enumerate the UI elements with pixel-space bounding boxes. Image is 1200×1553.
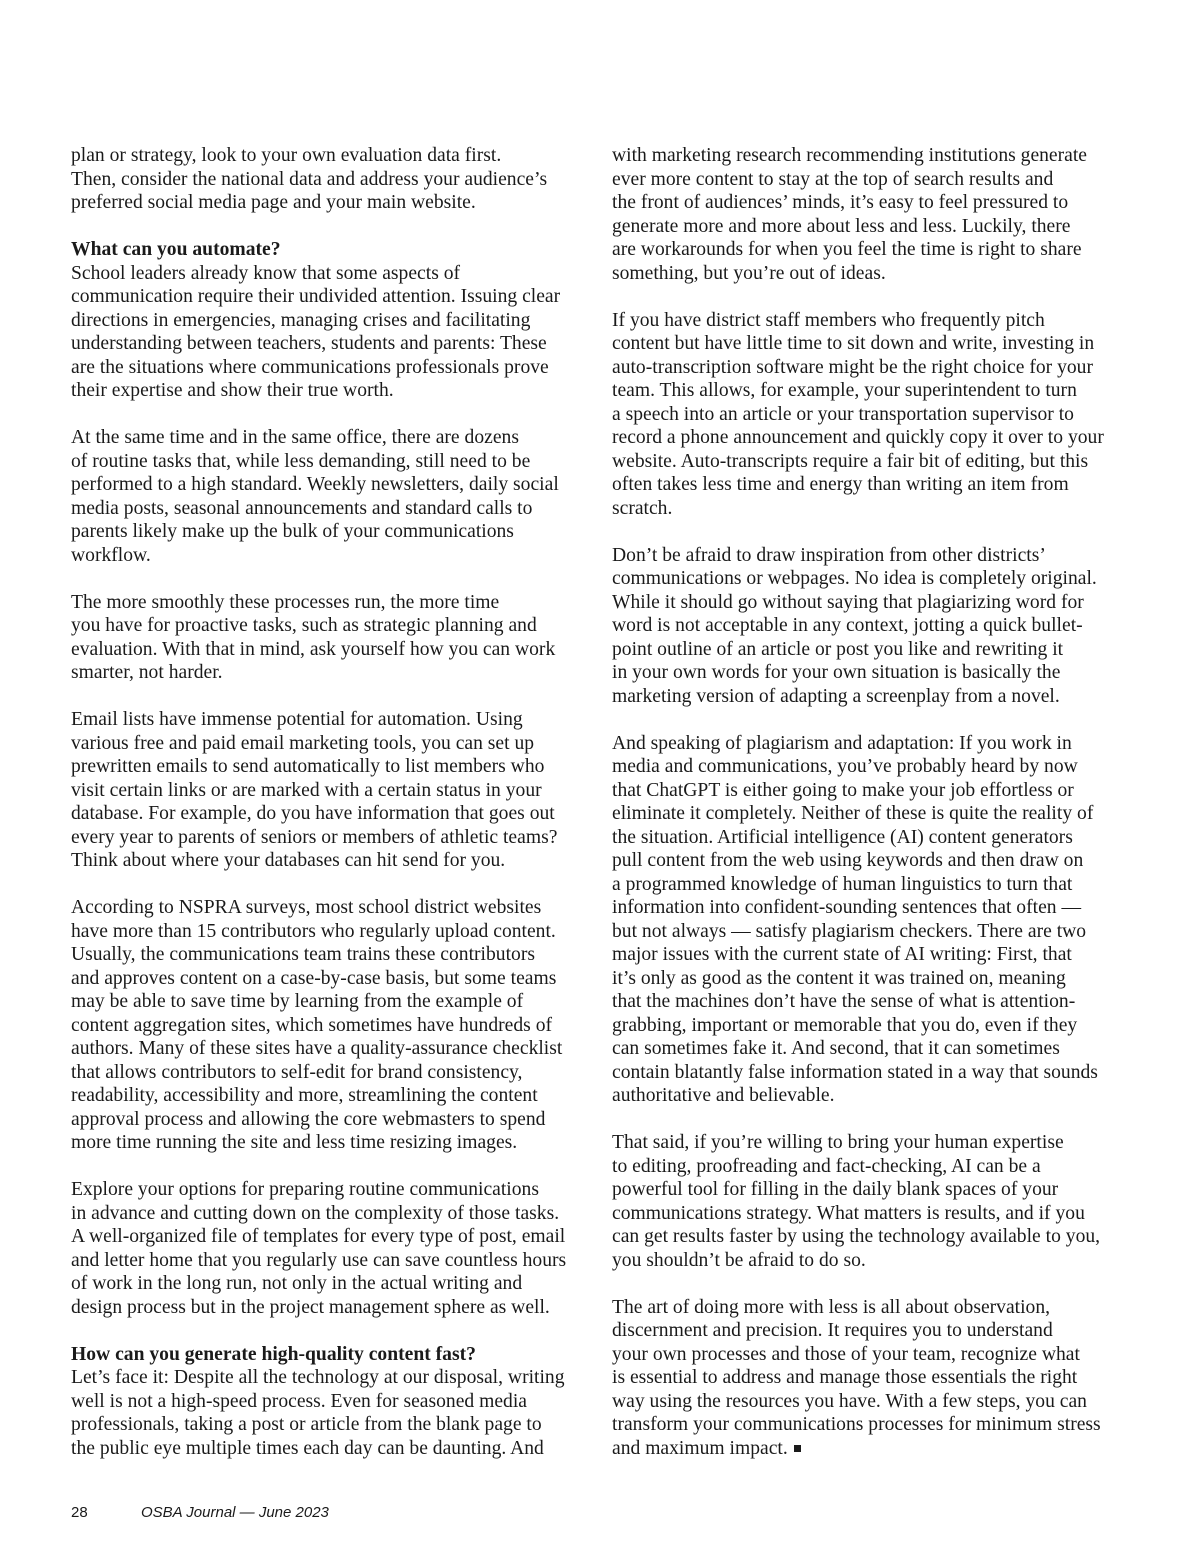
paragraph: That said, if you’re willing to bring your human expertise to editing, proofreading and fact-checking, AI can be a powerful tool for filling in the daily blank spaces of your communications strategy. What matters is results, and if you can get results faster by using the technology available to you, you shouldn’t be afraid to do so. <box>612 1132 1101 1271</box>
paragraph: At the same time and in the same office, there are dozens of routine tasks that, while less demanding, still need to be performed to a high standard. Weekly newsletters, daily social media posts, seasonal announcements and standard calls to parents likely make up the bulk of your communications workflow. <box>71 427 559 566</box>
paragraph: Explore your options for preparing routine communications in advance and cutting down on the complexity of those tasks. A well-organized file of templates for every type of post, email and letter home that you regularly use can save countless hours of work in the long run, not only in the actual writing and design process but in the project management sphere as well. <box>71 1179 567 1318</box>
right-column <box>612 144 1137 1484</box>
paragraph-final-text: The art of doing more with less is all about observation, discernment and precision. It requires you to understand your own processes and those of your team, recognize what is essential to address and manage those essentials the right way using the resources you have. With a few steps, you can transform your communications processes for minimum stress and maximum impact. <box>612 1296 1101 1459</box>
section-heading-automate: What can you automate? <box>71 239 281 260</box>
paragraph-final <box>612 1296 1137 1461</box>
paragraph: plan or strategy, look to your own evaluation data first. Then, consider the national data and address your audience’s preferred social media page and your main website. <box>71 145 548 213</box>
paragraph: Email lists have immense potential for automation. Using various free and paid email marketing tools, you can set up prewritten emails to send automatically to list members who visit certain links or are marked with a certain status in your database. For example, do you have information that goes out every year to parents of seniors or members of athletic teams? Think about where your databases can hit send for you. <box>71 709 558 871</box>
paragraph: Don’t be afraid to draw inspiration from other districts’ communications or webpages. No idea is completely original. While it should go without saying that plagiarizing word for word is not acceptable in any context, jotting a quick bullet- point outline of an article or post you like and rewriting it in your own words for your own situation is basically the marketing version of adapting a screenplay from a novel. <box>612 544 1097 707</box>
paragraph: According to NSPRA surveys, most school district websites have more than 15 contributors who regularly upload content. Usually, the communications team trains these contributors and approves content on a case-by-case basis, but some teams may be able to save time by learning from the example of content aggregation sites, which sometimes have hundreds of authors. Many of these sites have a quality-assurance checklist that allows contributors to self-edit for brand consistency, readability, accessibility and more, streamlining the content approval process and allowing the core webmasters to spend more time running the site and less time resizing images. <box>71 897 563 1153</box>
section-heading-generate-content: How can you generate high-quality content fast? <box>71 1343 476 1365</box>
page-number: 28 <box>71 1504 88 1521</box>
end-mark-icon <box>794 1445 801 1452</box>
left-column <box>71 144 596 1484</box>
paragraph: The more smoothly these processes run, the more time you have for proactive tasks, such as strategic planning and evaluation. With that in mind, ask yourself how you can work smarter, not harder. <box>71 591 556 683</box>
paragraph: And speaking of plagiarism and adaptation: If you work in media and communications, you’ve probably heard by now that ChatGPT is either going to make your job effortless or eliminate it completely. Neither of these is quite the reality of the situation. Artificial intelligence (AI) content generators pull content from the web using keywords and then draw on a programmed knowledge of human linguistics to turn that information into confident-sounding sentences that often — but not always — satisfy plagiarism checkers. There are two major issues with the current state of AI writing: First, that it’s only as good as the content it was trained on, meaning that the machines don’t have the sense of what is attention- grabbing, important or memorable that you do, even if they can sometimes fake it. And second, that it can sometimes contain blatantly false information stated in a way that sounds authoritative and believable. <box>612 732 1098 1106</box>
page-footer <box>71 1503 329 1523</box>
journal-title: OSBA Journal — June 2023 <box>141 1504 329 1521</box>
paragraph: School leaders already know that some aspects of communication require their undivided attention. Issuing clear directions in emergencies, managing crises and facilitating understanding between teachers, students and parents: These are the situations where communications professionals prove their expertise and show their true worth. <box>71 262 561 401</box>
paragraph: If you have district staff members who frequently pitch content but have little time to sit down and write, investing in auto-transcription software might be the right choice for your team. This allows, for example, your superintendent to turn a speech into an article or your transportation supervisor to record a phone announcement and quickly copy it over to your website. Auto-transcripts require a fair bit of editing, but this often takes less time and energy than writing an item from scratch. <box>612 309 1104 519</box>
paragraph: Let’s face it: Despite all the technology at our disposal, writing well is not a high-speed process. Even for seasoned media professionals, taking a post or article from the blank page to the public eye multiple times each day can be daunting. And <box>71 1367 565 1459</box>
paragraph: with marketing research recommending institutions generate ever more content to stay at the top of search results and the front of audiences’ minds, it’s easy to feel pressured to generate more and more about less and less. Luckily, there are workarounds for when you feel the time is right to share something, but you’re out of ideas. <box>612 145 1087 284</box>
